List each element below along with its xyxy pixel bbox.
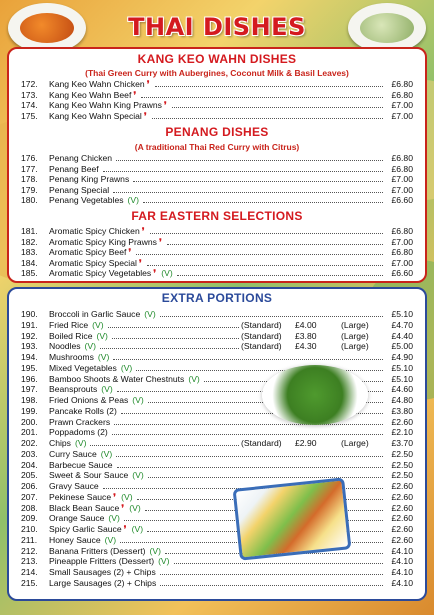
chili-pepper-icon: ❜ [123, 524, 127, 534]
chili-pepper-icon: ❜ [158, 236, 162, 247]
item-number: 206. [21, 481, 38, 491]
dotted-leader [167, 244, 383, 245]
item-price: £2.50 [391, 470, 413, 481]
item-number: 184. [21, 257, 38, 268]
menu-item-row [21, 352, 413, 363]
menu-item-row [21, 309, 413, 320]
dotted-leader [148, 477, 383, 478]
vegetarian-badge: (V) [104, 534, 117, 545]
dotted-leader [155, 86, 383, 87]
item-price: £4.90 [391, 352, 413, 362]
vegetarian-badge: (V) [131, 524, 144, 534]
dotted-leader [160, 585, 383, 586]
item-price: £6.80 [391, 226, 413, 236]
item-price: £2.60 [391, 416, 413, 427]
item-price: £7.00 [391, 174, 413, 185]
dotted-leader [141, 97, 383, 98]
item-price: £4.10 [391, 545, 413, 556]
standard-price: £4.00 [295, 319, 317, 330]
item-number: 174. [21, 100, 38, 111]
menu-item-row [21, 331, 413, 342]
vegetarian-badge: (V) [101, 384, 113, 395]
vegetarian-badge: (V) [149, 545, 161, 556]
item-number: 185. [21, 268, 38, 279]
dotted-leader [90, 445, 239, 446]
item-number: 202. [21, 438, 38, 448]
item-price: £7.00 [391, 236, 413, 247]
item-number: 199. [21, 405, 38, 416]
item-name: Penang King Prawns [49, 174, 130, 185]
vegetarian-badge: (V) [144, 309, 156, 319]
item-name: Penang Special [49, 184, 110, 195]
item-name: Penang Vegetables [49, 195, 124, 206]
item-number: 203. [21, 448, 38, 459]
item-number: 209. [21, 513, 38, 524]
dotted-leader [103, 171, 383, 172]
dotted-leader [152, 118, 383, 119]
menu-item-row [21, 111, 413, 122]
item-name: Bamboo Shoots & Water Chestnuts [49, 373, 185, 384]
chili-pepper-icon: ❜ [113, 491, 116, 502]
dotted-leader [174, 563, 383, 564]
standard-price: £4.30 [295, 341, 317, 352]
item-price: £2.50 [391, 448, 413, 459]
item-price: £4.10 [391, 567, 413, 577]
menu-item-row [21, 567, 413, 578]
item-price: £5.00 [391, 341, 413, 352]
item-number: 183. [21, 247, 38, 258]
item-name: Pancake Rolls (2) [49, 405, 117, 416]
item-name: Orange Sauce [49, 513, 105, 524]
vegetarian-badge: (V) [84, 341, 96, 352]
item-number: 213. [21, 556, 38, 567]
standard-label: (Standard) [241, 341, 282, 352]
item-price: £2.10 [391, 427, 413, 438]
item-name: Kang Keo Wahn King Prawns [49, 100, 162, 111]
vegetarian-badge: (V) [127, 195, 139, 206]
menu-item-row [21, 247, 413, 258]
menu-item-row [21, 363, 413, 374]
item-price: £2.60 [391, 524, 413, 534]
item-name: Beansprouts [49, 384, 98, 395]
item-name: Pineapple Fritters (Dessert) [49, 556, 155, 567]
item-price: £5.10 [391, 373, 413, 384]
dotted-leader [160, 316, 383, 317]
item-price: £4.80 [391, 395, 413, 405]
item-number: 173. [21, 89, 38, 100]
item-price: £2.50 [391, 459, 413, 470]
item-price: £7.00 [391, 184, 413, 195]
dotted-leader [136, 254, 383, 255]
item-name: Kang Keo Wahn Chicken [49, 79, 145, 89]
standard-label: (Standard) [241, 438, 282, 448]
large-label: (Large) [341, 319, 369, 330]
item-price: £2.60 [391, 534, 413, 545]
item-price: £6.80 [391, 163, 413, 174]
menu-item-row [21, 556, 413, 567]
item-name: Aromatic Spicy King Prawns [49, 236, 157, 247]
item-number: 175. [21, 110, 38, 121]
item-name: Aromatic Spicy Chicken [49, 226, 140, 236]
dotted-leader [112, 434, 383, 435]
item-price: £2.60 [391, 481, 413, 491]
item-number: 190. [21, 309, 38, 319]
page-title: THAI DISHES [128, 13, 306, 41]
item-name: Large Sausages (2) + Chips [49, 577, 157, 588]
item-number: 215. [21, 577, 38, 588]
item-number: 200. [21, 416, 38, 427]
broccoli-dish-image [262, 365, 368, 425]
standard-price: £2.90 [295, 438, 317, 448]
item-name: Small Sausages (2) + Chips [49, 567, 156, 577]
dotted-leader [172, 107, 383, 108]
dotted-leader [150, 233, 383, 234]
dotted-leader [117, 467, 383, 468]
section-title: PENANG DISHES [165, 125, 269, 139]
menu-item-row [21, 164, 413, 175]
menu-item-row [21, 268, 413, 279]
menu-item-row [21, 427, 413, 438]
large-label: (Large) [341, 330, 369, 341]
item-number: 179. [21, 184, 38, 195]
menu-item-row [21, 79, 413, 90]
menu-item-row [21, 503, 413, 514]
item-number: 180. [21, 195, 38, 206]
item-number: 182. [21, 236, 38, 247]
item-name: Barbecue Sauce [49, 459, 113, 470]
chili-pepper-icon: ❜ [133, 89, 137, 100]
item-name: Banana Fritters (Dessert) [49, 545, 146, 556]
item-number: 196. [21, 373, 38, 384]
menu-item-row [21, 226, 413, 237]
dotted-leader [114, 424, 383, 425]
item-name: Poppadoms (2) [49, 427, 108, 438]
item-price: £6.80 [391, 89, 413, 100]
menu-item-row [21, 460, 413, 471]
item-price: £2.60 [391, 513, 413, 524]
dotted-leader [177, 275, 383, 276]
item-price: £2.60 [391, 491, 413, 502]
chili-pepper-icon: ❜ [143, 110, 147, 121]
item-price: £4.70 [391, 319, 413, 330]
item-number: 178. [21, 174, 38, 185]
item-name: Curry Sauce [49, 448, 97, 459]
section-subtitle: (Thai Green Curry with Aubergines, Coconut Milk & Basil Leaves) [85, 68, 349, 78]
menu-item-row [21, 481, 413, 492]
standard-price: £3.80 [295, 330, 317, 341]
item-number: 198. [21, 395, 38, 405]
item-number: 210. [21, 524, 38, 534]
item-name: Mushrooms [49, 352, 94, 362]
item-name: Kang Keo Wahn Special [49, 110, 142, 121]
item-name: Penang Beef [49, 163, 99, 174]
item-price: £7.00 [391, 110, 413, 121]
item-name: Aromatic Spicy Beef [49, 247, 127, 258]
menu-item-row [21, 449, 413, 460]
menu-item-row [21, 90, 413, 101]
item-price: £5.10 [391, 362, 413, 373]
vegetarian-badge: (V) [74, 438, 87, 448]
menu-item-row [21, 341, 413, 352]
item-name: Fried Rice [49, 319, 89, 330]
chili-pepper-icon: ❜ [138, 257, 142, 268]
item-price: £3.70 [391, 438, 413, 448]
item-name: Aromatic Spicy Vegetables [49, 268, 152, 279]
item-name: Noodles [49, 341, 81, 352]
vegetarian-badge: (V) [108, 513, 120, 524]
vegetarian-badge: (V) [132, 470, 144, 481]
item-number: 214. [21, 567, 38, 577]
item-name: Prawn Crackers [49, 416, 111, 427]
item-price: £6.80 [391, 79, 413, 89]
item-number: 172. [21, 79, 38, 89]
dotted-leader [112, 338, 239, 339]
item-number: 191. [21, 319, 38, 330]
item-number: 204. [21, 459, 38, 470]
item-number: 192. [21, 330, 38, 341]
dotted-leader [113, 192, 383, 193]
item-number: 197. [21, 384, 38, 395]
item-name: Broccoli in Garlic Sauce [49, 309, 141, 319]
chili-pepper-icon: ❜ [153, 268, 157, 279]
item-price: £7.00 [391, 257, 413, 268]
item-price: £6.80 [391, 153, 413, 163]
menu-item-row [21, 100, 413, 111]
vegetarian-badge: (V) [161, 268, 173, 279]
chili-pepper-icon: ❜ [146, 79, 150, 89]
item-name: Fried Onions & Peas [49, 395, 129, 405]
dotted-leader [133, 181, 383, 182]
standard-label: (Standard) [241, 319, 282, 330]
item-price: £4.10 [391, 556, 413, 567]
menu-item-row [21, 237, 413, 248]
vegetarian-badge: (V) [92, 319, 104, 330]
item-number: 177. [21, 163, 38, 174]
dotted-leader [113, 359, 383, 360]
menu-item-row [21, 195, 413, 206]
item-number: 201. [21, 427, 38, 438]
menu-item-row [21, 320, 413, 331]
item-name: Gravy Sauce [49, 481, 99, 491]
section-title: KANG KEO WAHN DISHES [137, 52, 297, 66]
dotted-leader [116, 456, 383, 457]
dotted-leader [100, 348, 239, 349]
chili-pepper-icon: ❜ [121, 502, 125, 513]
section-subtitle: (A traditional Thai Red Curry with Citrus) [134, 142, 300, 152]
item-price: £6.60 [391, 195, 413, 206]
item-name: Aromatic Spicy Special [49, 257, 137, 268]
green-curry-bowl-image [348, 3, 426, 53]
item-name: Kang Keo Wahn Beef [49, 89, 132, 100]
item-price: £6.60 [391, 268, 413, 279]
vegetarian-badge: (V) [188, 373, 200, 384]
item-price: £3.80 [391, 405, 413, 416]
item-number: 207. [21, 491, 38, 502]
vegetarian-badge: (V) [158, 556, 170, 567]
menu-item-row [21, 524, 413, 535]
item-number: 205. [21, 470, 38, 481]
section-title: FAR EASTERN SELECTIONS [131, 209, 303, 223]
item-number: 195. [21, 362, 38, 373]
menu-item-row [21, 417, 413, 428]
item-name: Pekinese Sauce [49, 491, 112, 502]
menu-item-row [21, 578, 413, 589]
item-name: Black Bean Sauce [49, 502, 120, 513]
item-number: 211. [21, 534, 38, 545]
item-number: 208. [21, 502, 38, 513]
item-name: Spicy Garlic Sauce [49, 524, 122, 534]
vegetarian-badge: (V) [97, 352, 110, 362]
item-number: 194. [21, 352, 38, 362]
noodle-dish-image [233, 477, 352, 560]
menu-item-row [21, 185, 413, 196]
menu-item-row [21, 546, 413, 557]
menu-item-row [21, 174, 413, 185]
item-number: 176. [21, 153, 38, 163]
dotted-leader [143, 202, 383, 203]
menu-item-row [21, 438, 413, 449]
vegetarian-badge: (V) [121, 491, 133, 502]
vegetarian-badge: (V) [100, 448, 113, 459]
dotted-leader [108, 327, 239, 328]
chili-pepper-icon: ❜ [128, 247, 132, 258]
large-label: (Large) [341, 438, 369, 448]
section-title: EXTRA PORTIONS [161, 291, 273, 305]
vegetarian-badge: (V) [132, 395, 144, 405]
large-label: (Large) [341, 341, 369, 352]
menu-item-row [21, 513, 413, 524]
item-name: Honey Sauce [49, 534, 101, 545]
chili-pepper-icon: ❜ [141, 226, 145, 236]
menu-item-row [21, 153, 413, 164]
item-number: 181. [21, 226, 38, 236]
item-name: Boiled Rice [49, 330, 93, 341]
item-price: £7.00 [391, 100, 413, 111]
dotted-leader [147, 265, 383, 266]
header [0, 0, 434, 52]
standard-label: (Standard) [241, 330, 282, 341]
item-name: Chips [49, 438, 71, 448]
item-price: £4.10 [391, 577, 413, 588]
item-name: Penang Chicken [49, 153, 113, 163]
vegetarian-badge: (V) [120, 362, 133, 373]
chili-pepper-icon: ❜ [163, 100, 167, 111]
item-price: £4.40 [391, 330, 413, 341]
item-name: Sweet & Sour Sauce [49, 470, 129, 481]
vegetarian-badge: (V) [96, 330, 108, 341]
item-price: £2.60 [391, 502, 413, 513]
item-price: £5.10 [391, 309, 413, 319]
item-price: £4.60 [391, 384, 413, 395]
menu-item-row [21, 258, 413, 269]
dotted-leader [116, 160, 383, 161]
menu-item-row [21, 535, 413, 546]
item-number: 193. [21, 341, 38, 352]
item-price: £6.80 [391, 247, 413, 258]
vegetarian-badge: (V) [129, 502, 141, 513]
item-name: Mixed Vegetables [49, 362, 117, 373]
item-number: 212. [21, 545, 38, 556]
menu-item-row [21, 492, 413, 503]
dotted-leader [160, 574, 383, 575]
menu-item-row [21, 470, 413, 481]
